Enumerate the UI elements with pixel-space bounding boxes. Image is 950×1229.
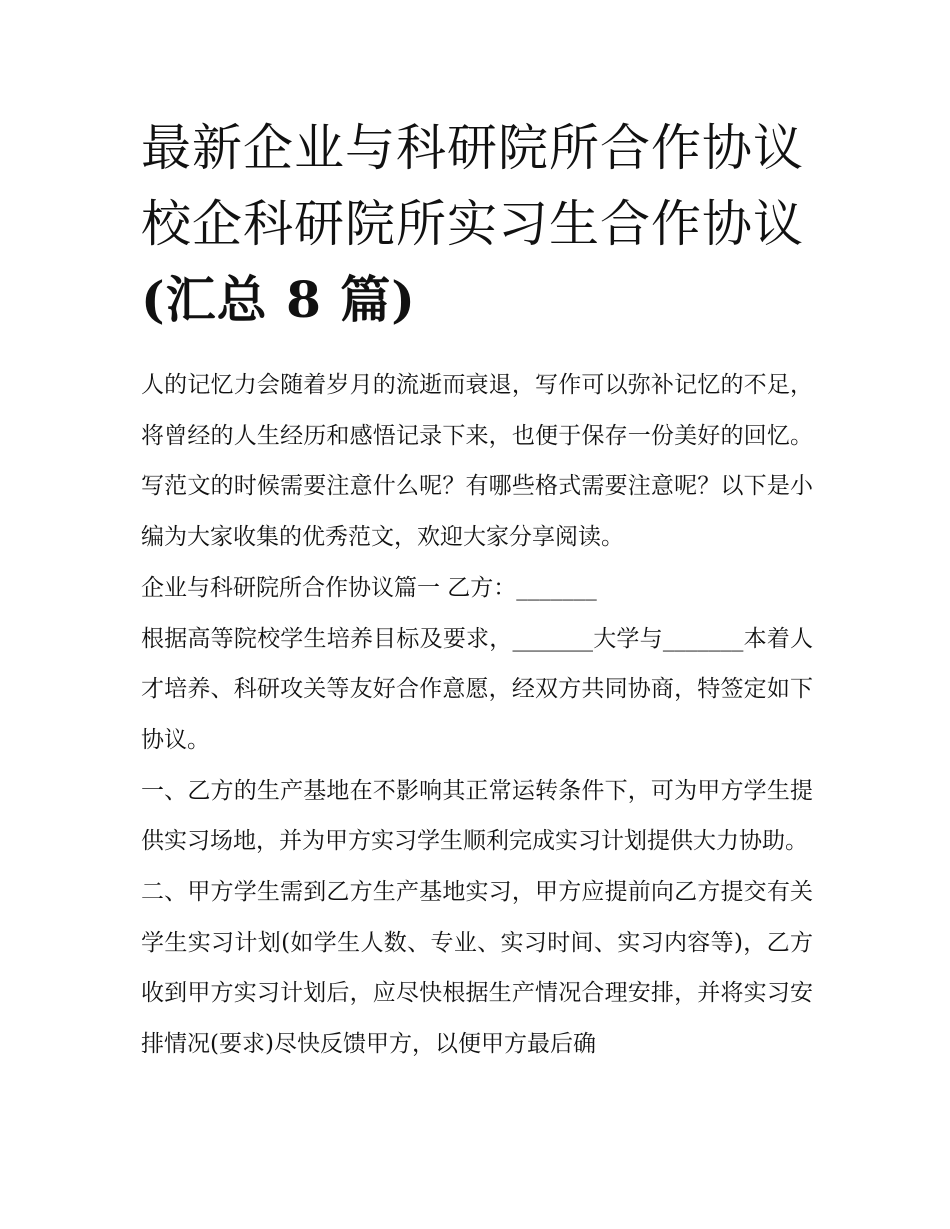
document-title xyxy=(141,110,813,338)
document-body xyxy=(141,360,813,1070)
title-line-3-close: 篇) xyxy=(321,270,416,329)
paragraph-section-heading: 企业与科研院所合作协议篇一 乙方：_______ xyxy=(141,574,597,601)
paragraph-clause-1: 一、乙方的生产基地在不影响其正常运转条件下，可为甲方学生提供实习场地，并为甲方实习学生顺利完成实习计划提供大力协助。 xyxy=(141,777,813,855)
paragraph-preamble: 根据高等院校学生培养目标及要求，_______大学与_______本着人才培养、科研攻关等友好合作意愿，经双方共同协商，特签定如下协议。 xyxy=(141,625,813,753)
paragraph-intro: 人的记忆力会随着岁月的流逝而衰退，写作可以弥补记忆的不足，将曾经的人生经历和感悟记录下来，也便于保存一份美好的回忆。写范文的时候需要注意什么呢？有哪些格式需要注意呢？以下是小编为大家收集的优秀范文，欢迎大家分享阅读。 xyxy=(141,372,813,551)
title-line-1: 最新企业与科研院所合作协议 xyxy=(141,119,804,177)
title-line-2: 校企科研院所实习生合作协议 xyxy=(141,195,804,253)
title-line-3-count: 8 xyxy=(286,270,322,329)
title-line-3-open: (汇总 xyxy=(141,270,287,329)
paragraph-clause-2: 二、甲方学生需到乙方生产基地实习，甲方应提前向乙方提交有关学生实习计划(如学生人数、专业、实习时间、实习内容等)，乙方收到甲方实习计划后，应尽快根据生产情况合理安排，并将实习安排情况(要求)尽快反馈甲方，以便甲方最后确 xyxy=(141,879,813,1058)
document-page xyxy=(141,110,813,1070)
